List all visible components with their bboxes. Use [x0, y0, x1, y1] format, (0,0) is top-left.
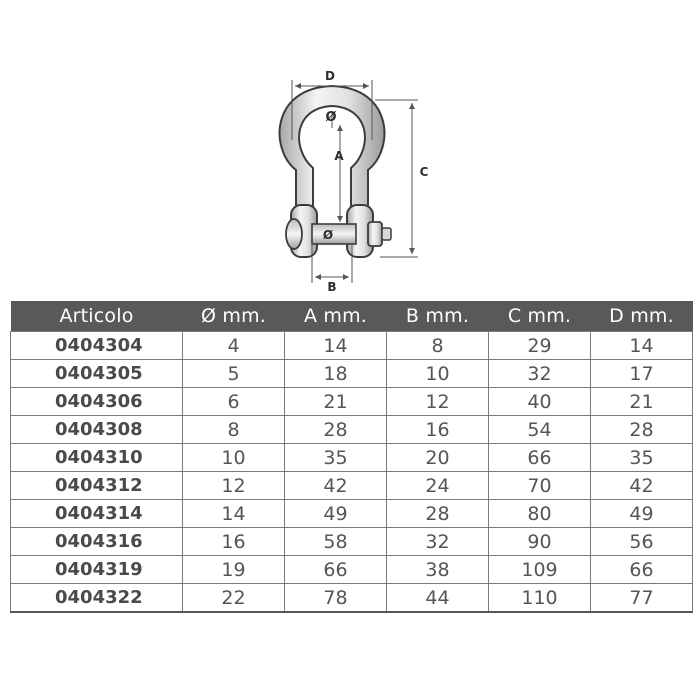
cell-a: 78: [285, 584, 387, 613]
table-row: [11, 444, 693, 472]
cell-c: 109: [489, 556, 591, 584]
cell-d: 42: [591, 472, 693, 500]
cell-a: 21: [285, 388, 387, 416]
cell-b: 28: [387, 500, 489, 528]
cell-c: 29: [489, 332, 591, 360]
cell-a: 42: [285, 472, 387, 500]
header-articolo: Articolo: [11, 301, 183, 332]
cell-diameter: 14: [183, 500, 285, 528]
dim-label-a: A: [334, 149, 344, 163]
cell-d: 14: [591, 332, 693, 360]
dim-label-d: D: [325, 69, 335, 83]
cell-diameter: 10: [183, 444, 285, 472]
header-c: C mm.: [489, 301, 591, 332]
table-header-row: [11, 301, 693, 332]
cell-articolo: 0404319: [11, 556, 183, 584]
cell-a: 28: [285, 416, 387, 444]
cell-c: 66: [489, 444, 591, 472]
cell-diameter: 4: [183, 332, 285, 360]
cell-articolo: 0404310: [11, 444, 183, 472]
cell-articolo: 0404308: [11, 416, 183, 444]
cell-d: 77: [591, 584, 693, 613]
cell-articolo: 0404306: [11, 388, 183, 416]
dim-label-pin-diameter: Ø: [322, 228, 334, 242]
cell-c: 54: [489, 416, 591, 444]
cell-b: 12: [387, 388, 489, 416]
cell-d: 49: [591, 500, 693, 528]
cell-b: 16: [387, 416, 489, 444]
table-row: [11, 388, 693, 416]
cell-b: 20: [387, 444, 489, 472]
cell-c: 110: [489, 584, 591, 613]
table-row: [11, 332, 693, 360]
table-row: [11, 472, 693, 500]
cell-c: 70: [489, 472, 591, 500]
cell-d: 56: [591, 528, 693, 556]
cell-d: 66: [591, 556, 693, 584]
cell-diameter: 5: [183, 360, 285, 388]
table-row: [11, 528, 693, 556]
cell-a: 35: [285, 444, 387, 472]
cell-articolo: 0404316: [11, 528, 183, 556]
dim-label-bow-diameter: Ø: [325, 110, 337, 125]
cell-c: 90: [489, 528, 591, 556]
shackle-diagram: [0, 0, 700, 300]
cell-articolo: 0404314: [11, 500, 183, 528]
cell-diameter: 22: [183, 584, 285, 613]
header-a: A mm.: [285, 301, 387, 332]
cell-c: 80: [489, 500, 591, 528]
spec-table: [10, 301, 693, 613]
dim-label-c: C: [419, 165, 429, 179]
header-b: B mm.: [387, 301, 489, 332]
cell-diameter: 12: [183, 472, 285, 500]
cell-b: 8: [387, 332, 489, 360]
dim-label-b: B: [327, 280, 337, 294]
cell-a: 14: [285, 332, 387, 360]
cell-articolo: 0404322: [11, 584, 183, 613]
header-d: D mm.: [591, 301, 693, 332]
cell-d: 21: [591, 388, 693, 416]
cell-diameter: 8: [183, 416, 285, 444]
cell-c: 32: [489, 360, 591, 388]
cell-b: 32: [387, 528, 489, 556]
cell-a: 18: [285, 360, 387, 388]
table-row: [11, 556, 693, 584]
cell-d: 28: [591, 416, 693, 444]
header-diameter: Ø mm.: [183, 301, 285, 332]
cell-diameter: 6: [183, 388, 285, 416]
table-row: [11, 416, 693, 444]
table-row: [11, 500, 693, 528]
cell-c: 40: [489, 388, 591, 416]
cell-articolo: 0404305: [11, 360, 183, 388]
cell-articolo: 0404312: [11, 472, 183, 500]
cell-diameter: 19: [183, 556, 285, 584]
cell-a: 66: [285, 556, 387, 584]
cell-b: 24: [387, 472, 489, 500]
cell-a: 49: [285, 500, 387, 528]
cell-d: 35: [591, 444, 693, 472]
cell-diameter: 16: [183, 528, 285, 556]
cell-b: 44: [387, 584, 489, 613]
cell-a: 58: [285, 528, 387, 556]
cell-b: 10: [387, 360, 489, 388]
table-row: [11, 584, 693, 613]
cell-articolo: 0404304: [11, 332, 183, 360]
table-row: [11, 360, 693, 388]
cell-d: 17: [591, 360, 693, 388]
cell-b: 38: [387, 556, 489, 584]
